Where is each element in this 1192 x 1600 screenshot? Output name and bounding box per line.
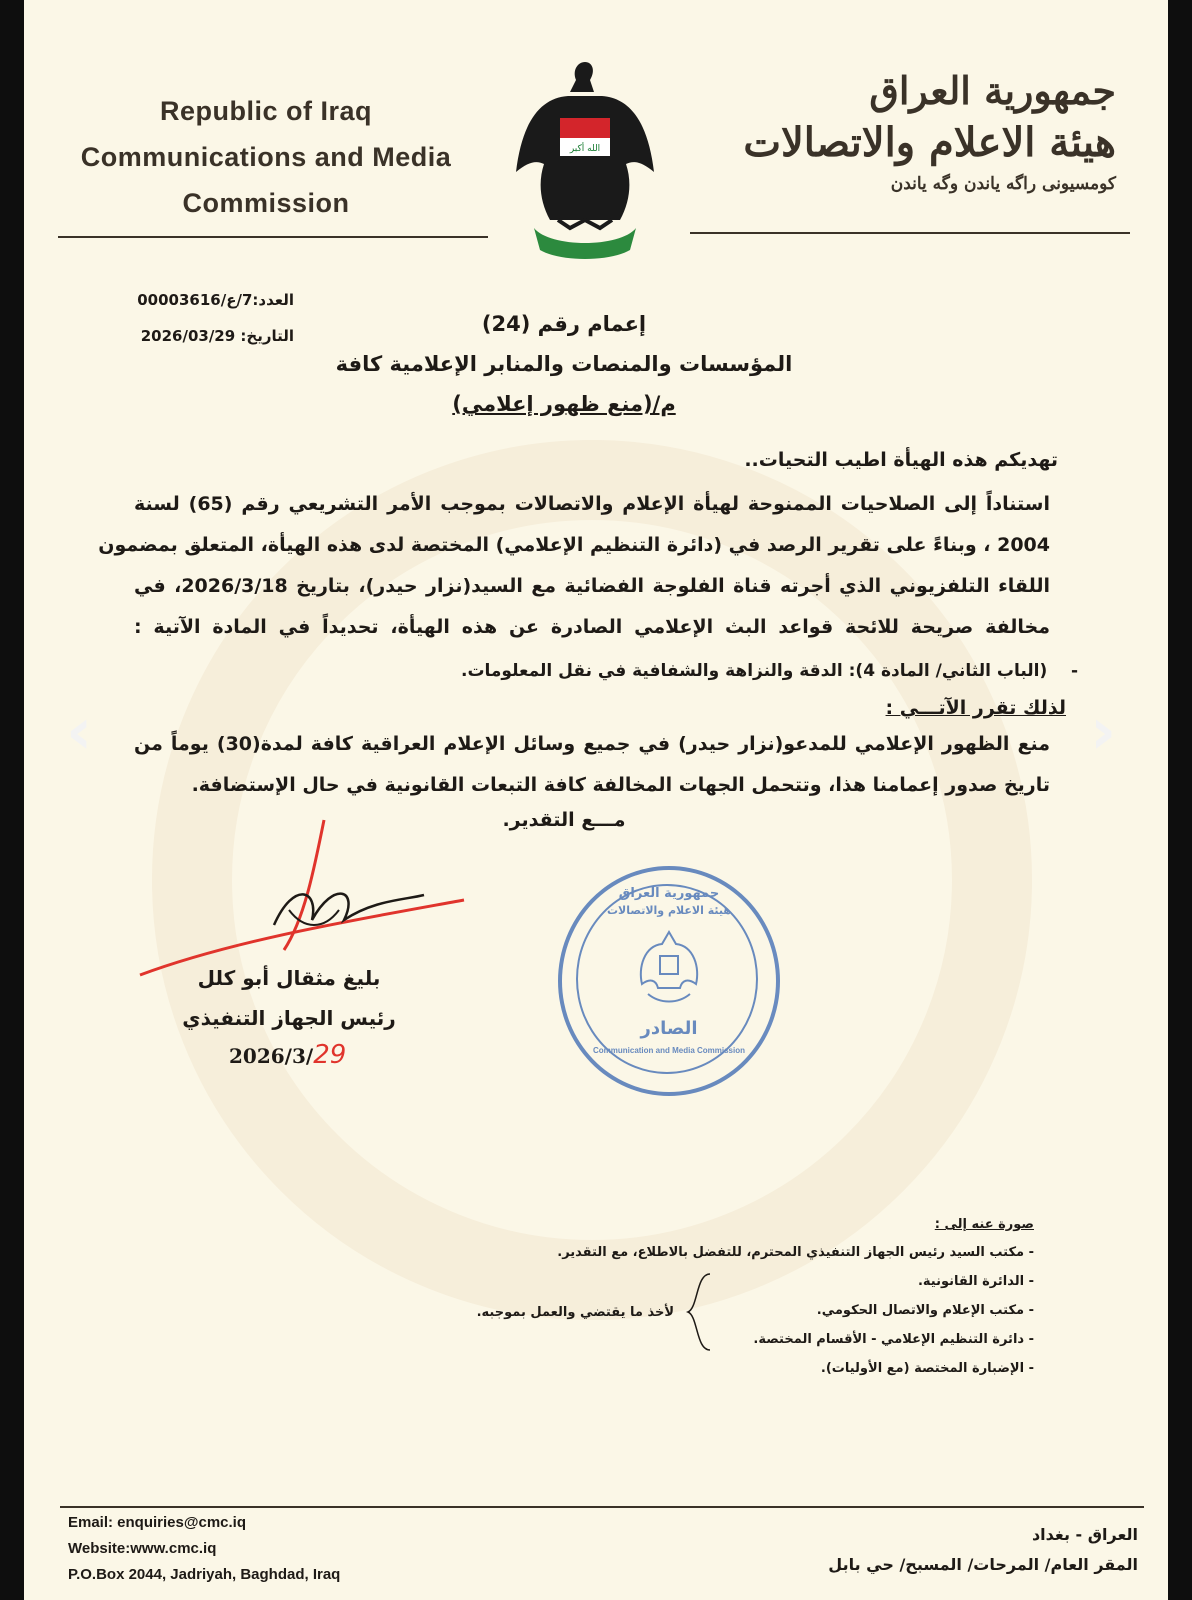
decision-heading: لذلك تقرر الآتـــي : (885, 697, 1066, 719)
footer-pobox: P.O.Box 2044, Jadriyah, Baghdad, Iraq (68, 1566, 341, 1583)
cc-bracket-note: لأخذ ما يقتضي والعمل بموجبه. (476, 1305, 674, 1320)
cc-item: - دائرة التنظيم الإعلامي - الأقسام المختصة. (753, 1332, 1034, 1347)
english-letterhead (66, 88, 466, 226)
letterhead-kurdish-line: كومسيونى راگه ياندن وگه ياندن (890, 174, 1116, 194)
bullet-dash: - (1047, 661, 1078, 681)
letterhead-en-line1: Republic of Iraq (159, 96, 373, 126)
stamp-eagle-icon (634, 928, 704, 1008)
svg-text:الله أكبر: الله أكبر (569, 144, 601, 154)
signatory-name: بليغ مثقال أبو كلل (197, 966, 381, 990)
paragraph-line: اللقاء التلفزيوني الذي أجرته قناة الفلوجة الفضائية مع السيد(نزار حيدر)، بتاريخ 2026/3/18، في (134, 575, 1051, 597)
reference-date: التاريخ: 2026/03/29 (140, 327, 294, 345)
closing: مـــع التقدير. (502, 809, 626, 831)
footer-address (718, 1520, 1138, 1580)
decision-paragraph (134, 724, 1050, 806)
signature-date-printed: 2026/3/ (229, 1044, 314, 1068)
decision-line: منع الظهور الإعلامي للمدعو(نزار حيدر) في جميع وسائل الإعلام العراقية كافة لمدة(30) يوماً من (134, 733, 1050, 755)
footer-street: المقر العام/ المرحات/ المسبح/ حي بابل (828, 1555, 1138, 1574)
letterhead-ar-line2: هيئة الاعلام والاتصالات (743, 119, 1116, 166)
signatory-title: رئيس الجهاز التنفيذي (182, 1006, 396, 1030)
next-arrow-icon[interactable]: › (1090, 695, 1117, 769)
letterhead-ar-line1: جمهورية العراق (869, 68, 1116, 113)
signature-date (229, 1038, 429, 1073)
document-page (24, 0, 1168, 1600)
footer-website: Website:www.cmc.iq (68, 1540, 217, 1557)
footer-city: العراق - بغداد (1031, 1525, 1138, 1544)
greeting: تهديكم هذه الهيأة اطيب التحيات.. (744, 449, 1058, 471)
prev-arrow-icon[interactable]: ‹ (66, 695, 93, 769)
signatory-block (164, 958, 414, 1038)
header-divider-left (58, 236, 488, 238)
footer-email: Email: enquiries@cmc.iq (68, 1514, 247, 1531)
iraq-eagle-emblem-icon (510, 52, 660, 267)
cc-heading: صورة عنه إلى : (934, 1217, 1034, 1232)
cc-bracket (684, 1272, 714, 1352)
decision-line: تاريخ صدور إعمامنا هذا، وتتحمل الجهات المخالفة كافة التبعات القانونية في حال الإستضافة. (191, 774, 1050, 796)
letterhead-en-line3: Commission (182, 188, 350, 218)
article-bullet (378, 654, 1078, 688)
stamp-top-text: جمهورية العراق (618, 886, 720, 901)
bullet-text: (الباب الثاني/ المادة 4): الدقة والنزاهة والشفافية في نقل المعلومات. (460, 661, 1048, 681)
letterhead-en-line2: Communications and Media (80, 142, 452, 172)
circular-addressee: المؤسسات والمنصات والمنابر الإعلامية كافة (335, 352, 793, 376)
signature-date-handwritten: 29 (313, 1040, 347, 1070)
arabic-letterhead (716, 66, 1116, 198)
cc-item: - الدائرة القانونية. (917, 1274, 1034, 1289)
footer-divider (60, 1506, 1144, 1508)
official-stamp (558, 866, 780, 1096)
cc-item: - الإضبارة المختصة (مع الأوليات). (820, 1361, 1034, 1376)
stamp-bottom-text: Communication and Media Commission (592, 1046, 745, 1055)
circular-title: إعمام رقم (24) (481, 312, 647, 336)
cc-item: - مكتب الإعلام والاتصال الحكومي. (816, 1303, 1034, 1318)
paragraph-line: استناداً إلى الصلاحيات الممنوحة لهيأة الإعلام والاتصالات بموجب الأمر التشريعي رقم (65) لسنة (134, 493, 1050, 515)
footer-contact (68, 1510, 488, 1588)
circular-title-block (324, 304, 804, 424)
paragraph-line: مخالفة صريحة للائحة قواعد البث الإعلامي الصادرة عن هذه الهيأة، تحديداً في المادة الآتية : (134, 616, 1050, 638)
circular-subject: م/(منع ظهور إعلامي) (452, 392, 676, 416)
stamp-mid-text: هيئة الاعلام والاتصالات (607, 904, 731, 917)
paragraph-line: 2004 ، وبناءً على تقرير الرصد في (دائرة التنظيم الإعلامي) المختصة لدى هذه الهيأة، المتعلق بمضمون (98, 534, 1050, 556)
header-divider-right (690, 232, 1130, 234)
stamp-seal-text: الصادر (640, 1018, 698, 1039)
body-paragraph (98, 484, 1051, 648)
cc-item: - مكتب السيد رئيس الجهاز التنفيذي المحترم، للتفضل بالاطلاع، مع التقدير. (557, 1245, 1034, 1260)
reference-block (94, 282, 294, 354)
reference-number: العدد:7/ع/00003616 (137, 291, 294, 309)
